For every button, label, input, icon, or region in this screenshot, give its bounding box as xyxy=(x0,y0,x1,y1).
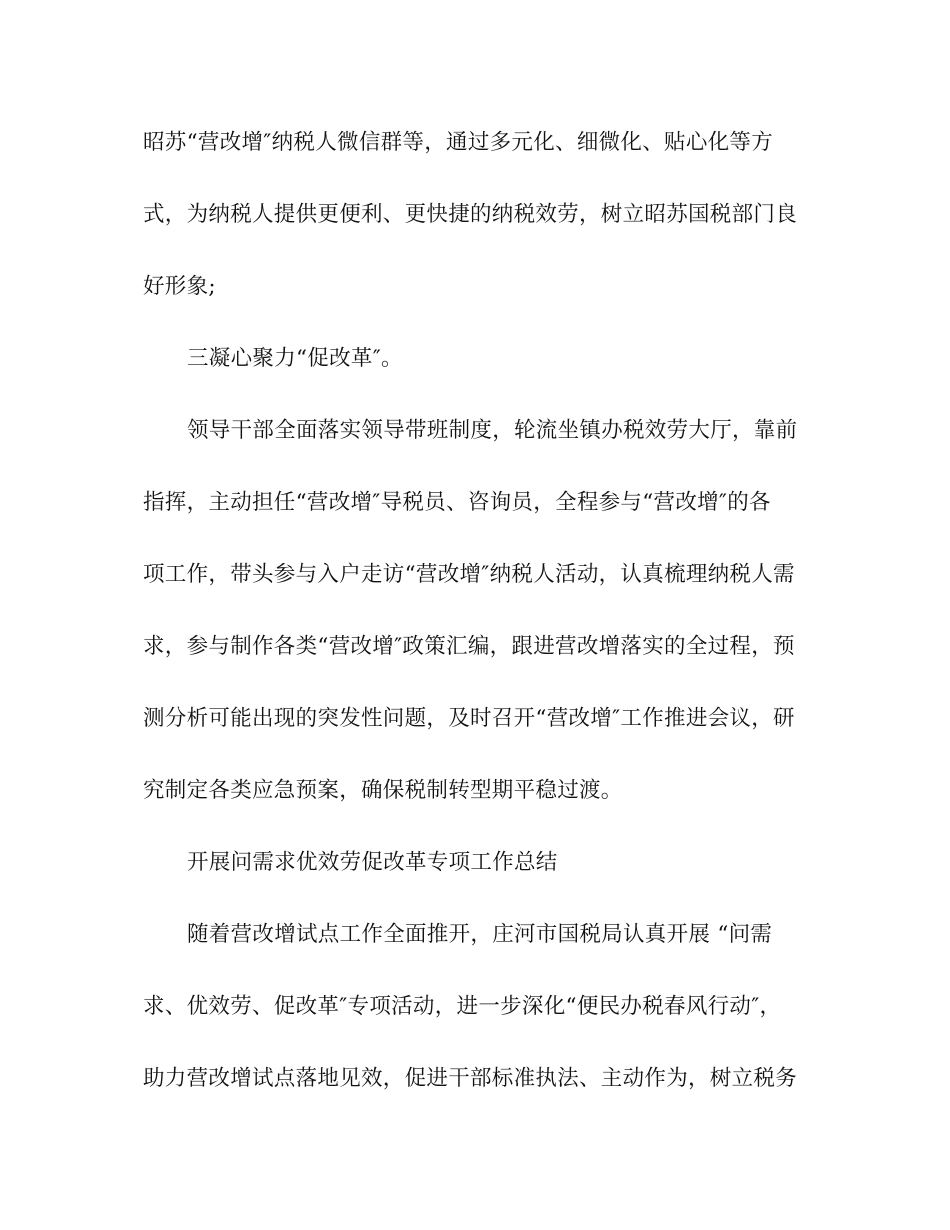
title-line: 开展问需求优效劳促改革专项工作总结 xyxy=(187,850,558,875)
paragraph-line-12: 随着营改增试点工作全面推开，庄河市国税局认真开展 “问需 xyxy=(187,922,773,947)
paragraph-line-7: 项工作，带头参与入户走访“营改增″纳税人活动，认真梳理纳税人需 xyxy=(143,562,795,587)
paragraph-line-10: 究制定各类应急预案，确保税制转型期平稳过渡。 xyxy=(143,778,623,803)
section-heading-line: 三凝心聚力“促改革″。 xyxy=(187,346,403,371)
paragraph-line-9: 测分析可能出现的突发性问题，及时召开“营改增″工作推进会议，研 xyxy=(143,706,795,731)
paragraph-line-5: 领导干部全面落实领导带班制度，轮流坐镇办税效劳大厅，靠前 xyxy=(187,418,798,443)
paragraph-line-3: 好形象; xyxy=(143,274,216,299)
paragraph-line-13: 求、优效劳、促改革″专项活动，进一步深化“便民办税春风行动″， xyxy=(143,994,782,1019)
paragraph-line-6: 指挥，主动担任“营改增″导税员、咨询员，全程参与“营改增″的各 xyxy=(143,490,771,515)
paragraph-line-8: 求，参与制作各类“营改增″政策汇编，跟进营改增落实的全过程，预 xyxy=(143,634,795,659)
paragraph-line-14: 助力营改增试点落地见效，促进干部标准执法、主动作为，树立税务 xyxy=(143,1066,798,1091)
paragraph-line-2: 式，为纳税人提供更便利、更快捷的纳税效劳，树立昭苏国税部门良 xyxy=(143,202,798,227)
paragraph-line-1: 昭苏“营改增″纳税人微信群等，通过多元化、细微化、贴心化等方 xyxy=(143,130,774,155)
